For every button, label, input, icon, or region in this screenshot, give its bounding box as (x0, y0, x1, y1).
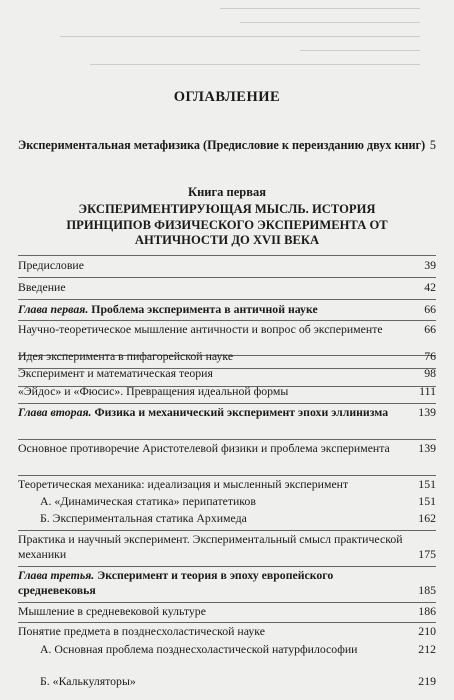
entry-text: Эксперимент и математическая теория (18, 366, 213, 380)
entry-page: 139 (418, 441, 436, 455)
divider (18, 320, 436, 321)
divider (18, 403, 436, 404)
chapter-label: Глава первая. (18, 302, 89, 316)
chapter-entry[interactable] (18, 568, 436, 598)
entry-page: 39 (424, 258, 436, 272)
toc-entry[interactable] (18, 477, 436, 492)
chapter-title: Физика и механический эксперимент эпохи эллинизма (94, 405, 389, 419)
entry-page: 151 (418, 494, 436, 508)
chapter-title: Эксперимент и теория в эпоху европейского средневековья (18, 568, 334, 597)
entry-text: Теоретическая механика: идеализация и мысленный эксперимент (18, 477, 349, 491)
toc-entry[interactable] (18, 280, 436, 295)
entry-page: 111 (419, 384, 436, 398)
entry-text: Введение (18, 280, 66, 294)
intro-page: 5 (429, 138, 436, 152)
toc-subentry[interactable] (18, 511, 436, 526)
book-label: Книга первая (188, 185, 266, 199)
entry-page: 186 (418, 604, 436, 618)
entry-text: Понятие предмета в позднесхоластической науке (18, 624, 265, 638)
toc-entry[interactable] (18, 384, 436, 399)
entry-text: Практика и научный эксперимент. Экспериментальный смысл практической механики (18, 532, 403, 561)
divider (18, 277, 436, 278)
divider (18, 255, 436, 256)
entry-page: 139 (418, 405, 436, 419)
entry-page: 76 (424, 349, 436, 363)
intro-entry[interactable] (18, 137, 436, 153)
entry-page: 66 (424, 302, 436, 316)
entry-page: 98 (424, 366, 436, 380)
toc-entry[interactable] (18, 322, 436, 337)
book-title: ЭКСПЕРИМЕНТИРУЮЩАЯ МЫСЛЬ. ИСТОРИЯ ПРИНЦИПОВ ФИЗИЧЕСКОГО ЭКСПЕРИМЕНТА ОТ АНТИЧНОСТИ ДО XVII ВЕКА (66, 202, 388, 247)
chapter-label: Глава третья. (18, 568, 95, 582)
entry-page: 42 (424, 280, 436, 294)
entry-page: 175 (418, 547, 436, 561)
divider (18, 530, 436, 531)
divider (18, 299, 436, 300)
entry-text: Б. «Калькуляторы» (40, 674, 136, 688)
divider (18, 566, 436, 567)
entry-text: Б. Экспериментальная статика Архимеда (40, 511, 247, 525)
chapter-title: Проблема эксперимента в античной науке (91, 302, 318, 316)
entry-text: Основное противоречие Аристотелевой физики и проблема эксперимента (18, 441, 390, 455)
toc-subentry[interactable] (18, 642, 436, 657)
chapter-entry[interactable] (18, 405, 436, 420)
entry-page: 210 (418, 624, 436, 638)
entry-text: А. Основная проблема позднесхоластической натурфилософии (40, 642, 358, 656)
entry-page: 219 (418, 674, 436, 688)
toc-entry[interactable] (18, 366, 436, 381)
entry-text: Идея эксперимента в пифагорейской науке (18, 349, 234, 363)
toc-subentry[interactable] (18, 674, 436, 689)
divider (18, 475, 436, 476)
chapter-label: Глава вторая. (18, 405, 92, 419)
toc-entry[interactable] (18, 604, 436, 619)
divider (18, 622, 436, 623)
entry-page: 162 (418, 511, 436, 525)
entry-page: 66 (424, 322, 436, 336)
toc-entry[interactable] (18, 441, 436, 456)
intro-text: Экспериментальная метафизика (Предисловие к переизданию двух книг) (18, 138, 426, 152)
entry-page: 185 (418, 583, 436, 597)
divider (18, 602, 436, 603)
entry-page: 151 (418, 477, 436, 491)
entry-page: 212 (418, 642, 436, 656)
entry-text: Мышление в средневековой культуре (18, 604, 206, 618)
entry-text: А. «Динамическая статика» перипатетиков (40, 494, 256, 508)
entry-text: «Эйдос» и «Фюсис». Превращения идеальной формы (18, 384, 289, 398)
toc-entry[interactable] (18, 258, 436, 273)
toc-entry[interactable] (18, 532, 436, 562)
toc-entry[interactable] (18, 349, 436, 364)
toc-title: ОГЛАВЛЕНИЕ (173, 89, 281, 105)
entry-text: Предисловие (18, 258, 84, 272)
show-through-text (0, 0, 454, 75)
entry-text: Научно-теоретическое мышление античности и вопрос об эксперименте (18, 322, 383, 336)
chapter-entry[interactable] (18, 302, 436, 317)
toc-entry[interactable] (18, 624, 436, 639)
toc-subentry[interactable] (18, 494, 436, 509)
divider (18, 439, 436, 440)
